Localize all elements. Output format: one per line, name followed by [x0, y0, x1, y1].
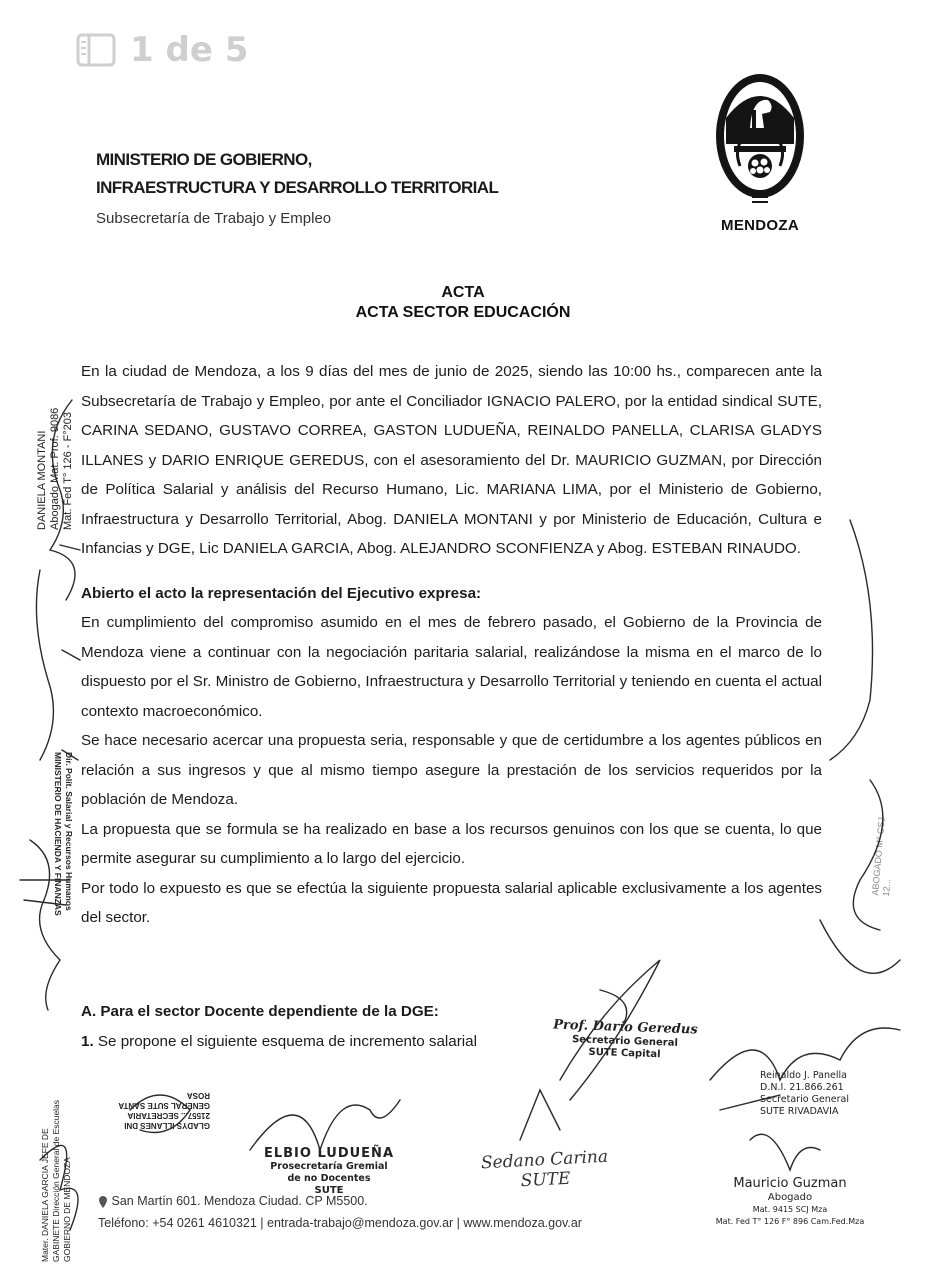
- stamp-guzman-matfed: Mat. Fed T° 126 F° 896 Cam.Fed.Mza: [715, 1217, 865, 1226]
- document-body: [81, 357, 822, 933]
- paragraph-4: Por todo lo expuesto es que se efectúa la siguiente propuesta salarial aplicable exclusivamente a los agentes del sector.: [81, 879, 822, 926]
- stamp-panella-org: SUTE RIVADAVIA: [760, 1106, 839, 1117]
- section-a-item-number: 1.: [81, 1033, 94, 1050]
- stamp-luduena: [244, 1146, 414, 1197]
- page-icon: [76, 33, 116, 67]
- page-indicator-label: 1 de 5: [130, 30, 249, 70]
- stamp-illanes-text: GLADYS ILLANES DNI 21557... SECRETARIA GENERAL SUTE SANTA ROSA: [118, 1091, 210, 1130]
- paragraph-1: En cumplimiento del compromiso asumido en el mes de febrero pasado, el Gobierno de la Provincia de Mendoza viene a continuar con la negociación paritaria salarial, realizándose la misma en el marco de lo dispuesto por el Sr. Ministro de Gobierno, Infraestructura y Desarrollo Territorial y teniendo en cuenta el actual contexto macroeconómico.: [81, 614, 822, 720]
- stamp-panella-role: Secretario General: [760, 1094, 850, 1105]
- stamp-guzman-mat: Mat. 9415 SCJ Mza: [752, 1205, 828, 1214]
- logo-label: MENDOZA: [721, 217, 799, 234]
- stamp-garcia-text: Mater. DANIELA GARCIA JEFE DE GABINETE Dirección General de Escuelas GOBIERNO DE MENDOZA: [40, 1099, 72, 1262]
- stamp-luduena-role2: de no Docentes: [287, 1173, 371, 1184]
- stamp-guzman-title: Abogado: [767, 1192, 813, 1203]
- stamp-geredus-org: SUTE Capital: [588, 1046, 661, 1061]
- location-pin-icon: [98, 1196, 108, 1208]
- stamp-luduena-role: Prosecretaría Gremial: [270, 1161, 388, 1172]
- stamp-guzman-name: Mauricio Guzman: [733, 1176, 847, 1191]
- stamp-abogado-right: [870, 805, 900, 897]
- subsecretaria-name: Subsecretaría de Trabajo y Empleo: [96, 210, 332, 227]
- paragraph-3: La propuesta que se formula se ha realizado en base a los recursos genuinos con los que se cuenta, lo que permite asegurar su cumplimiento a lo largo del ejercicio.: [81, 820, 822, 867]
- stamp-panella-dni: D.N.I. 21.866.261: [760, 1082, 844, 1093]
- signature-sedano-text: Sedano Carina SUTE: [480, 1146, 609, 1192]
- stamp-montani: [36, 390, 75, 530]
- section-a-title: A. Para el sector Docente dependiente de la DGE:: [81, 1003, 439, 1020]
- stamp-panella: [760, 1070, 880, 1118]
- section-a: [81, 997, 477, 1057]
- stamp-illanes: [110, 1090, 210, 1130]
- ministry-name-line2: INFRAESTRUCTURA Y DESARROLLO TERRITORIAL: [96, 178, 499, 197]
- section-a-item-text: Se propone el siguiente esquema de incremento salarial: [97, 1033, 477, 1050]
- stamp-lima: [52, 752, 74, 922]
- stamp-geredus-name: Prof. Darío Geredus: [552, 1017, 698, 1038]
- page-indicator[interactable]: [76, 30, 248, 70]
- stamp-guzman: [700, 1176, 880, 1228]
- signature-sedano: [469, 1146, 621, 1194]
- footer-contact: Teléfono: +54 0261 4610321 | entrada-trabajo@mendoza.gov.ar | www.mendoza.gov.ar: [98, 1216, 582, 1230]
- paragraph-2: Se hace necesario acercar una propuesta seria, responsable y que de certidumbre a los agentes públicos en relación a sus ingresos y que al mismo tiempo asegure la prestación de los servicios requeridos por la población de Mendoza.: [81, 732, 822, 808]
- document-titles: [0, 283, 926, 323]
- footer-address: San Martín 601. Mendoza Ciudad. CP M5500.: [111, 1194, 368, 1208]
- stamp-luduena-name: ELBIO LUDUEÑA: [263, 1146, 395, 1161]
- stamp-geredus: [544, 1017, 705, 1063]
- title-acta: ACTA: [441, 284, 485, 301]
- paragraph-intro: En la ciudad de Mendoza, a los 9 días del mes de junio de 2025, siendo las 10:00 hs., comparecen ante la Subsecretaría de Trabajo y Empleo, por ante el Conciliador IGNACIO PALERO, por la entidad sindical SUTE, CARINA SEDANO, GUSTAVO CORREA, GASTON LUDUEÑA, REINALDO PANELLA, CLARISA GLADYS ILLANES y DARIO ENRIQUE GEREDUS, con el asesoramiento del Dr. MAURICIO GUZMAN, por Dirección de Política Salarial y análisis del Recurso Humano, Lic. MARIANA LIMA, por el Ministerio de Gobierno, Infraestructura y Desarrollo Territorial, Abog. DANIELA MONTANI y por Ministerio de Educación, Cultura e Infancias y DGE, Lic DANIELA GARCIA, Abog. ALEJANDRO SCONFIENZA y Abog. ESTEBAN RINAUDO.: [81, 363, 822, 557]
- ministry-header: [96, 146, 498, 227]
- section-a-item: [81, 1027, 477, 1057]
- title-acta-sector: ACTA SECTOR EDUCACIÓN: [355, 304, 571, 321]
- stamp-abogado-right-text: ABOGADO M° CSJ 12...: [870, 816, 893, 897]
- stamp-geredus-role: Secretario General: [571, 1034, 679, 1049]
- ministry-name-line1: MINISTERIO DE GOBIERNO,: [96, 150, 312, 169]
- stamp-garcia: [40, 1092, 73, 1262]
- stamp-lima-text: Dir. Polít. Salarial y Recursos Humanos MINISTERIO DE HACIENDA Y FINANZAS: [53, 752, 74, 916]
- mendoza-logo: [712, 70, 808, 234]
- stamp-panella-name: Reinaldo J. Panella: [760, 1070, 847, 1081]
- stamp-luduena-org: SUTE: [314, 1185, 344, 1196]
- mendoza-shield-icon: [712, 70, 808, 210]
- stamp-montani-text: DANIELA MONTANI Abogado Mat. Prof. 9086 Mat. Fed T° 126 - F°203: [36, 407, 74, 530]
- heading-executive: Abierto el acto la representación del Ejecutivo expresa:: [81, 584, 482, 602]
